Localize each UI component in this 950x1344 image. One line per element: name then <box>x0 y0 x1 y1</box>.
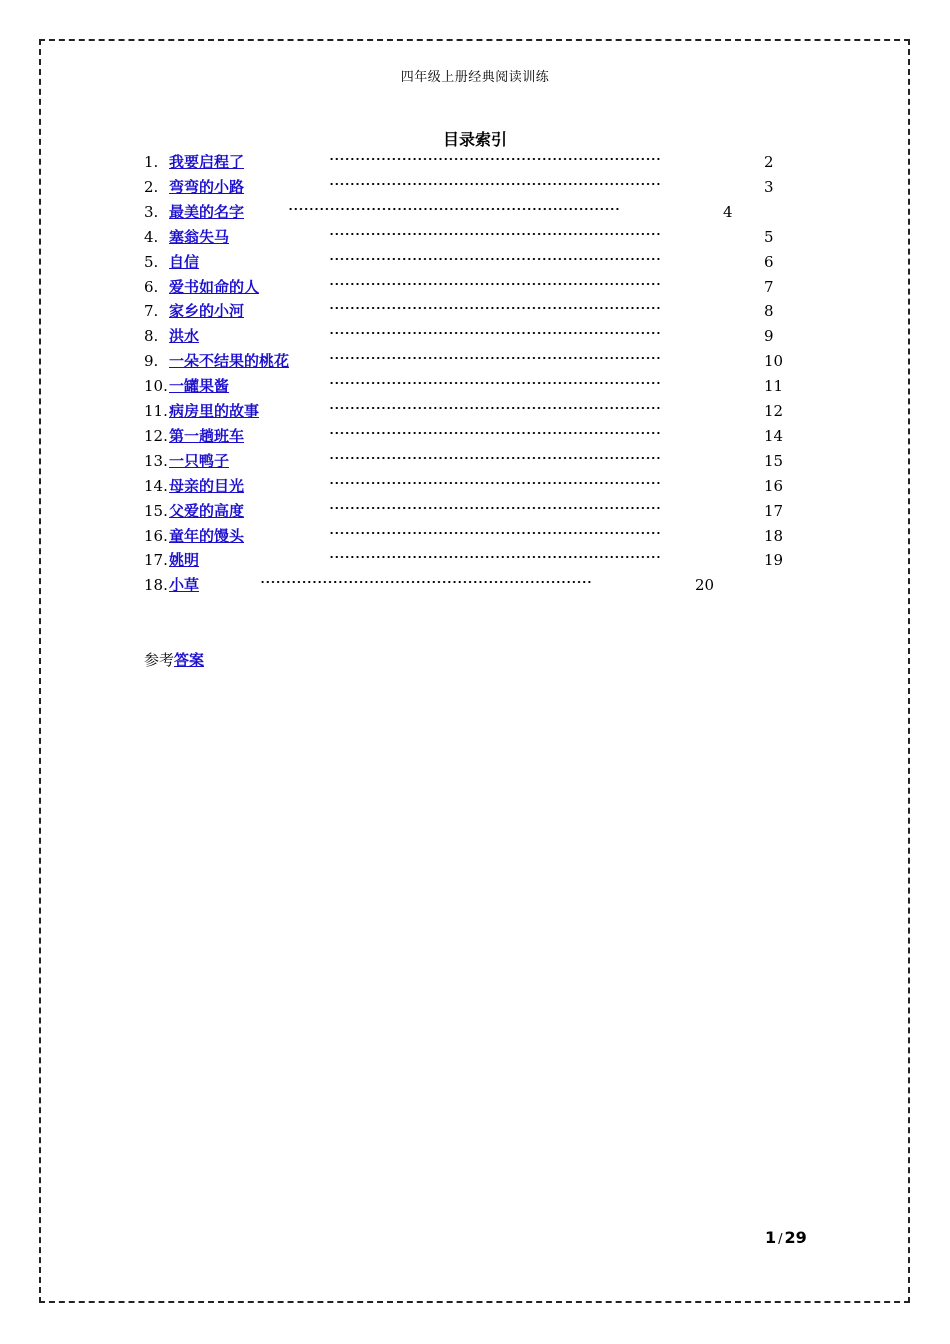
toc-item <box>144 250 804 274</box>
toc-leader-dots <box>329 431 662 435</box>
toc-item-number: 11. <box>144 402 168 420</box>
toc-item <box>144 225 804 249</box>
toc-item <box>144 175 804 199</box>
toc-item-link[interactable]: 姚明 <box>169 551 200 570</box>
toc-item-link[interactable]: 第一趟班车 <box>169 426 245 445</box>
toc-title: 目录索引 <box>442 130 507 149</box>
toc-item-link[interactable]: 病房里的故事 <box>169 402 260 420</box>
toc-leader-dots <box>329 157 662 161</box>
toc-item-page: 7 <box>764 277 774 296</box>
toc-item <box>144 524 804 548</box>
toc-item <box>144 275 804 299</box>
toc-item-link[interactable]: 自信 <box>169 252 200 271</box>
toc-leader-dots <box>329 232 662 236</box>
page-separator: / <box>778 1232 783 1247</box>
toc-item-page: 3 <box>764 177 774 196</box>
toc-item-page: 2 <box>764 153 774 171</box>
toc-leader-dots <box>288 207 621 211</box>
toc-item-link[interactable]: 塞翁失马 <box>169 227 230 246</box>
toc-item-page: 5 <box>764 227 774 246</box>
toc-item-link[interactable]: 弯弯的小路 <box>169 177 245 196</box>
toc-item-number: 5. <box>144 252 159 271</box>
toc-item-number: 18. <box>144 576 168 595</box>
toc-leader-dots <box>329 356 662 360</box>
toc-item-number: 6. <box>144 277 159 296</box>
toc-item-link[interactable]: 童年的馒头 <box>169 526 245 545</box>
toc-item-link[interactable]: 一只鸭子 <box>169 451 230 470</box>
toc-item-page: 18 <box>764 526 784 545</box>
toc-leader-dots <box>329 182 662 186</box>
toc-item-link[interactable]: 最美的名字 <box>169 202 245 221</box>
toc-item-page: 12 <box>764 402 784 420</box>
toc-item-page: 4 <box>723 202 733 221</box>
answer-prefix: 参考 <box>144 651 175 669</box>
toc-item-page: 16 <box>764 476 784 495</box>
page-header: 四年级上册经典阅读训练 <box>400 70 550 85</box>
toc-item <box>144 299 804 323</box>
toc-leader-dots <box>329 506 662 510</box>
toc-leader-dots <box>329 555 662 559</box>
toc-item-number: 15. <box>144 501 168 520</box>
toc-item-number: 12. <box>144 426 168 445</box>
toc-leader-dots <box>329 331 662 335</box>
toc-item-number: 2. <box>144 177 159 196</box>
toc-leader-dots <box>260 580 593 584</box>
toc-item <box>144 349 804 373</box>
toc-item <box>144 424 804 448</box>
toc-item-link[interactable]: 小草 <box>169 576 200 595</box>
toc-item-number: 13. <box>144 451 168 470</box>
toc-item-link[interactable]: 家乡的小河 <box>169 302 245 321</box>
toc-item-link[interactable]: 一罐果酱 <box>169 377 230 396</box>
toc-item-number: 7. <box>144 302 159 321</box>
toc-item-page: 10 <box>764 352 784 371</box>
toc-item-page: 17 <box>764 501 784 520</box>
toc-item <box>144 499 804 523</box>
toc-item-number: 14. <box>144 476 168 495</box>
toc-item-number: 4. <box>144 227 159 246</box>
toc-item-link[interactable]: 洪水 <box>169 327 200 346</box>
toc-item-link[interactable]: 爱书如命的人 <box>169 277 260 296</box>
toc-item <box>144 324 804 348</box>
toc-item <box>144 399 804 423</box>
toc-item <box>144 200 804 224</box>
toc-item-page: 19 <box>764 551 784 570</box>
toc-item-link[interactable]: 一朵不结果的桃花 <box>169 352 290 371</box>
toc-item <box>144 150 804 174</box>
toc-item <box>144 548 804 572</box>
toc-item-number: 10. <box>144 377 168 396</box>
toc-item-page: 11 <box>764 377 784 396</box>
answer-link[interactable]: 答案 <box>174 651 205 669</box>
toc-item-number: 8. <box>144 327 159 346</box>
toc-item-number: 1. <box>144 153 159 171</box>
toc-leader-dots <box>329 257 662 261</box>
toc-leader-dots <box>329 381 662 385</box>
toc-item-link[interactable]: 我要启程了 <box>169 153 245 171</box>
toc-leader-dots <box>329 531 662 535</box>
toc-leader-dots <box>329 306 662 310</box>
toc-item-link[interactable]: 父爱的高度 <box>169 501 245 520</box>
toc-item-page: 14 <box>764 426 784 445</box>
toc-leader-dots <box>329 481 662 485</box>
toc-item <box>144 573 804 597</box>
toc-leader-dots <box>329 456 662 460</box>
toc-item <box>144 449 804 473</box>
toc-item-number: 17. <box>144 551 168 570</box>
toc-item <box>144 474 804 498</box>
toc-item-link[interactable]: 母亲的目光 <box>169 476 245 495</box>
toc-item-page: 6 <box>764 252 774 271</box>
toc-item-number: 9. <box>144 352 159 371</box>
current-page: 1 <box>765 1228 777 1247</box>
toc-item-page: 9 <box>764 327 774 346</box>
toc-item-page: 8 <box>764 302 774 321</box>
toc-item-number: 3. <box>144 202 159 221</box>
toc-leader-dots <box>329 406 662 410</box>
toc-item-page: 15 <box>764 451 784 470</box>
toc-item <box>144 374 804 398</box>
page-number <box>765 1228 807 1247</box>
toc-item-number: 16. <box>144 526 168 545</box>
reference-answers <box>144 648 204 672</box>
total-pages: 29 <box>784 1228 807 1247</box>
toc-leader-dots <box>329 282 662 286</box>
toc-item-page: 20 <box>695 576 715 595</box>
